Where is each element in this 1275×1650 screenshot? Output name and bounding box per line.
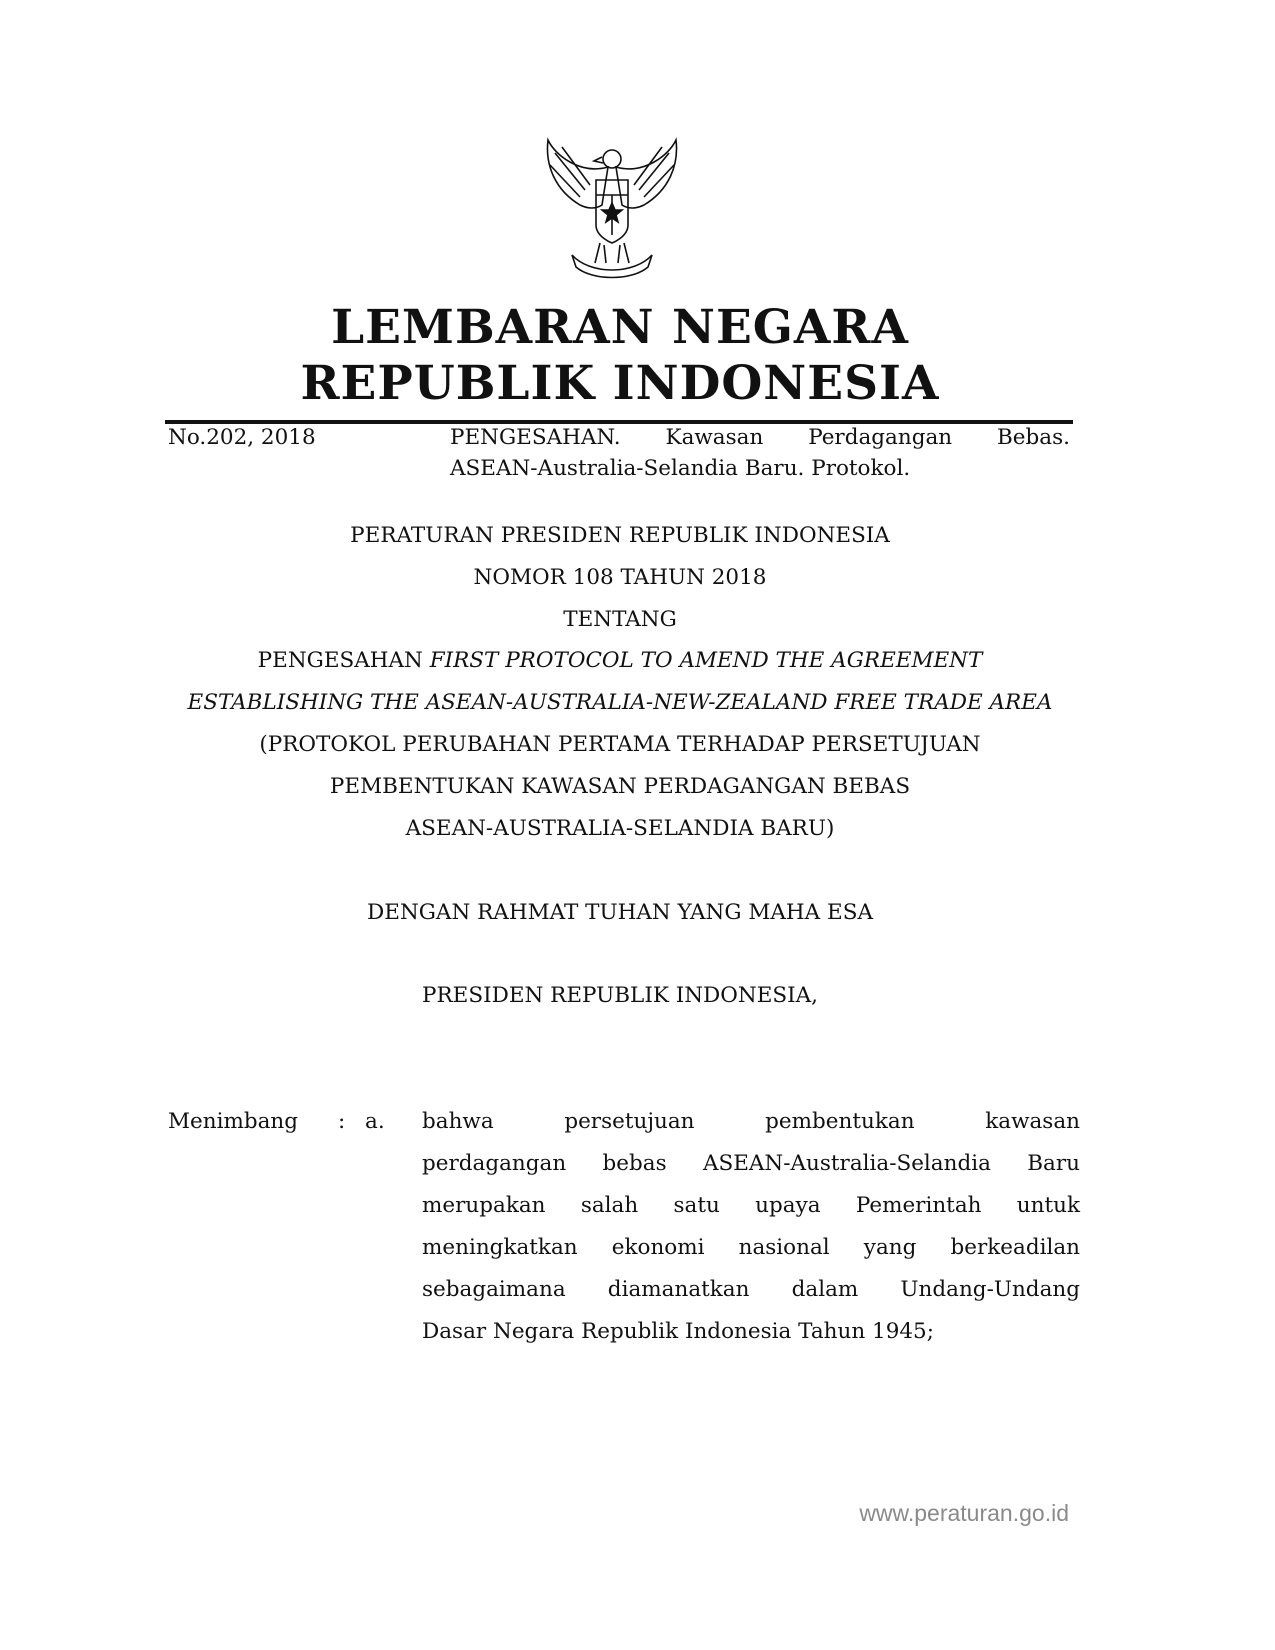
regulation-subject-line1 <box>0 648 1240 673</box>
subject-word: Bebas. <box>997 425 1070 450</box>
garuda-emblem-icon <box>540 135 684 285</box>
subject-word: Kawasan <box>665 425 764 450</box>
regulation-subject-line4: PEMBENTUKAN KAWASAN PERDAGANGAN BEBAS <box>329 774 911 799</box>
menimbang-line: sebagaimana diamanatkan dalam Undang-Undang <box>422 1277 1080 1302</box>
menimbang-item-letter: a. <box>365 1109 385 1134</box>
gazette-subject-line2: ASEAN-Australia-Selandia Baru. Protokol. <box>450 456 911 481</box>
subject-word: PENGESAHAN. <box>450 425 621 450</box>
regulation-tentang: TENTANG <box>563 607 677 632</box>
regulation-subject-line5: ASEAN-AUSTRALIA-SELANDIA BARU) <box>405 816 835 841</box>
gazette-title-line1: LEMBARAN NEGARA <box>331 300 909 355</box>
menimbang-line: meningkatkan ekonomi nasional yang berkeadilan <box>422 1235 1080 1260</box>
regulation-subject-line3: (PROTOKOL PERUBAHAN PERTAMA TERHADAP PERSETUJUAN <box>259 732 981 757</box>
footer-url: www.peraturan.go.id <box>859 1500 1069 1526</box>
preamble-president: PRESIDEN REPUBLIK INDONESIA, <box>422 983 818 1008</box>
menimbang-line: merupakan salah satu upaya Pemerintah untuk <box>422 1193 1080 1218</box>
subject-italic: ESTABLISHING THE ASEAN-AUSTRALIA-NEW-ZEALAND FREE TRADE AREA <box>187 690 1053 715</box>
gazette-number: No.202, 2018 <box>168 425 316 450</box>
header-divider <box>165 420 1073 424</box>
preamble-divine: DENGAN RAHMAT TUHAN YANG MAHA ESA <box>367 900 873 925</box>
gazette-title-line2: REPUBLIK INDONESIA <box>300 356 940 411</box>
menimbang-line: Dasar Negara Republik Indonesia Tahun 1945; <box>422 1319 934 1344</box>
menimbang-colon: : <box>338 1109 346 1134</box>
gazette-subject-line1 <box>450 425 1070 450</box>
menimbang-label: Menimbang <box>168 1109 299 1134</box>
subject-italic: FIRST PROTOCOL TO AMEND THE AGREEMENT <box>429 648 983 673</box>
regulation-number: NOMOR 108 TAHUN 2018 <box>473 565 767 590</box>
subject-word: Perdagangan <box>808 425 953 450</box>
menimbang-line: perdagangan bebas ASEAN-Australia-Selandia Baru <box>422 1151 1080 1176</box>
regulation-title: PERATURAN PRESIDEN REPUBLIK INDONESIA <box>350 523 890 548</box>
menimbang-line: bahwa persetujuan pembentukan kawasan <box>422 1109 1080 1134</box>
regulation-subject-line2 <box>0 690 1240 715</box>
subject-prefix: PENGESAHAN <box>257 648 430 673</box>
